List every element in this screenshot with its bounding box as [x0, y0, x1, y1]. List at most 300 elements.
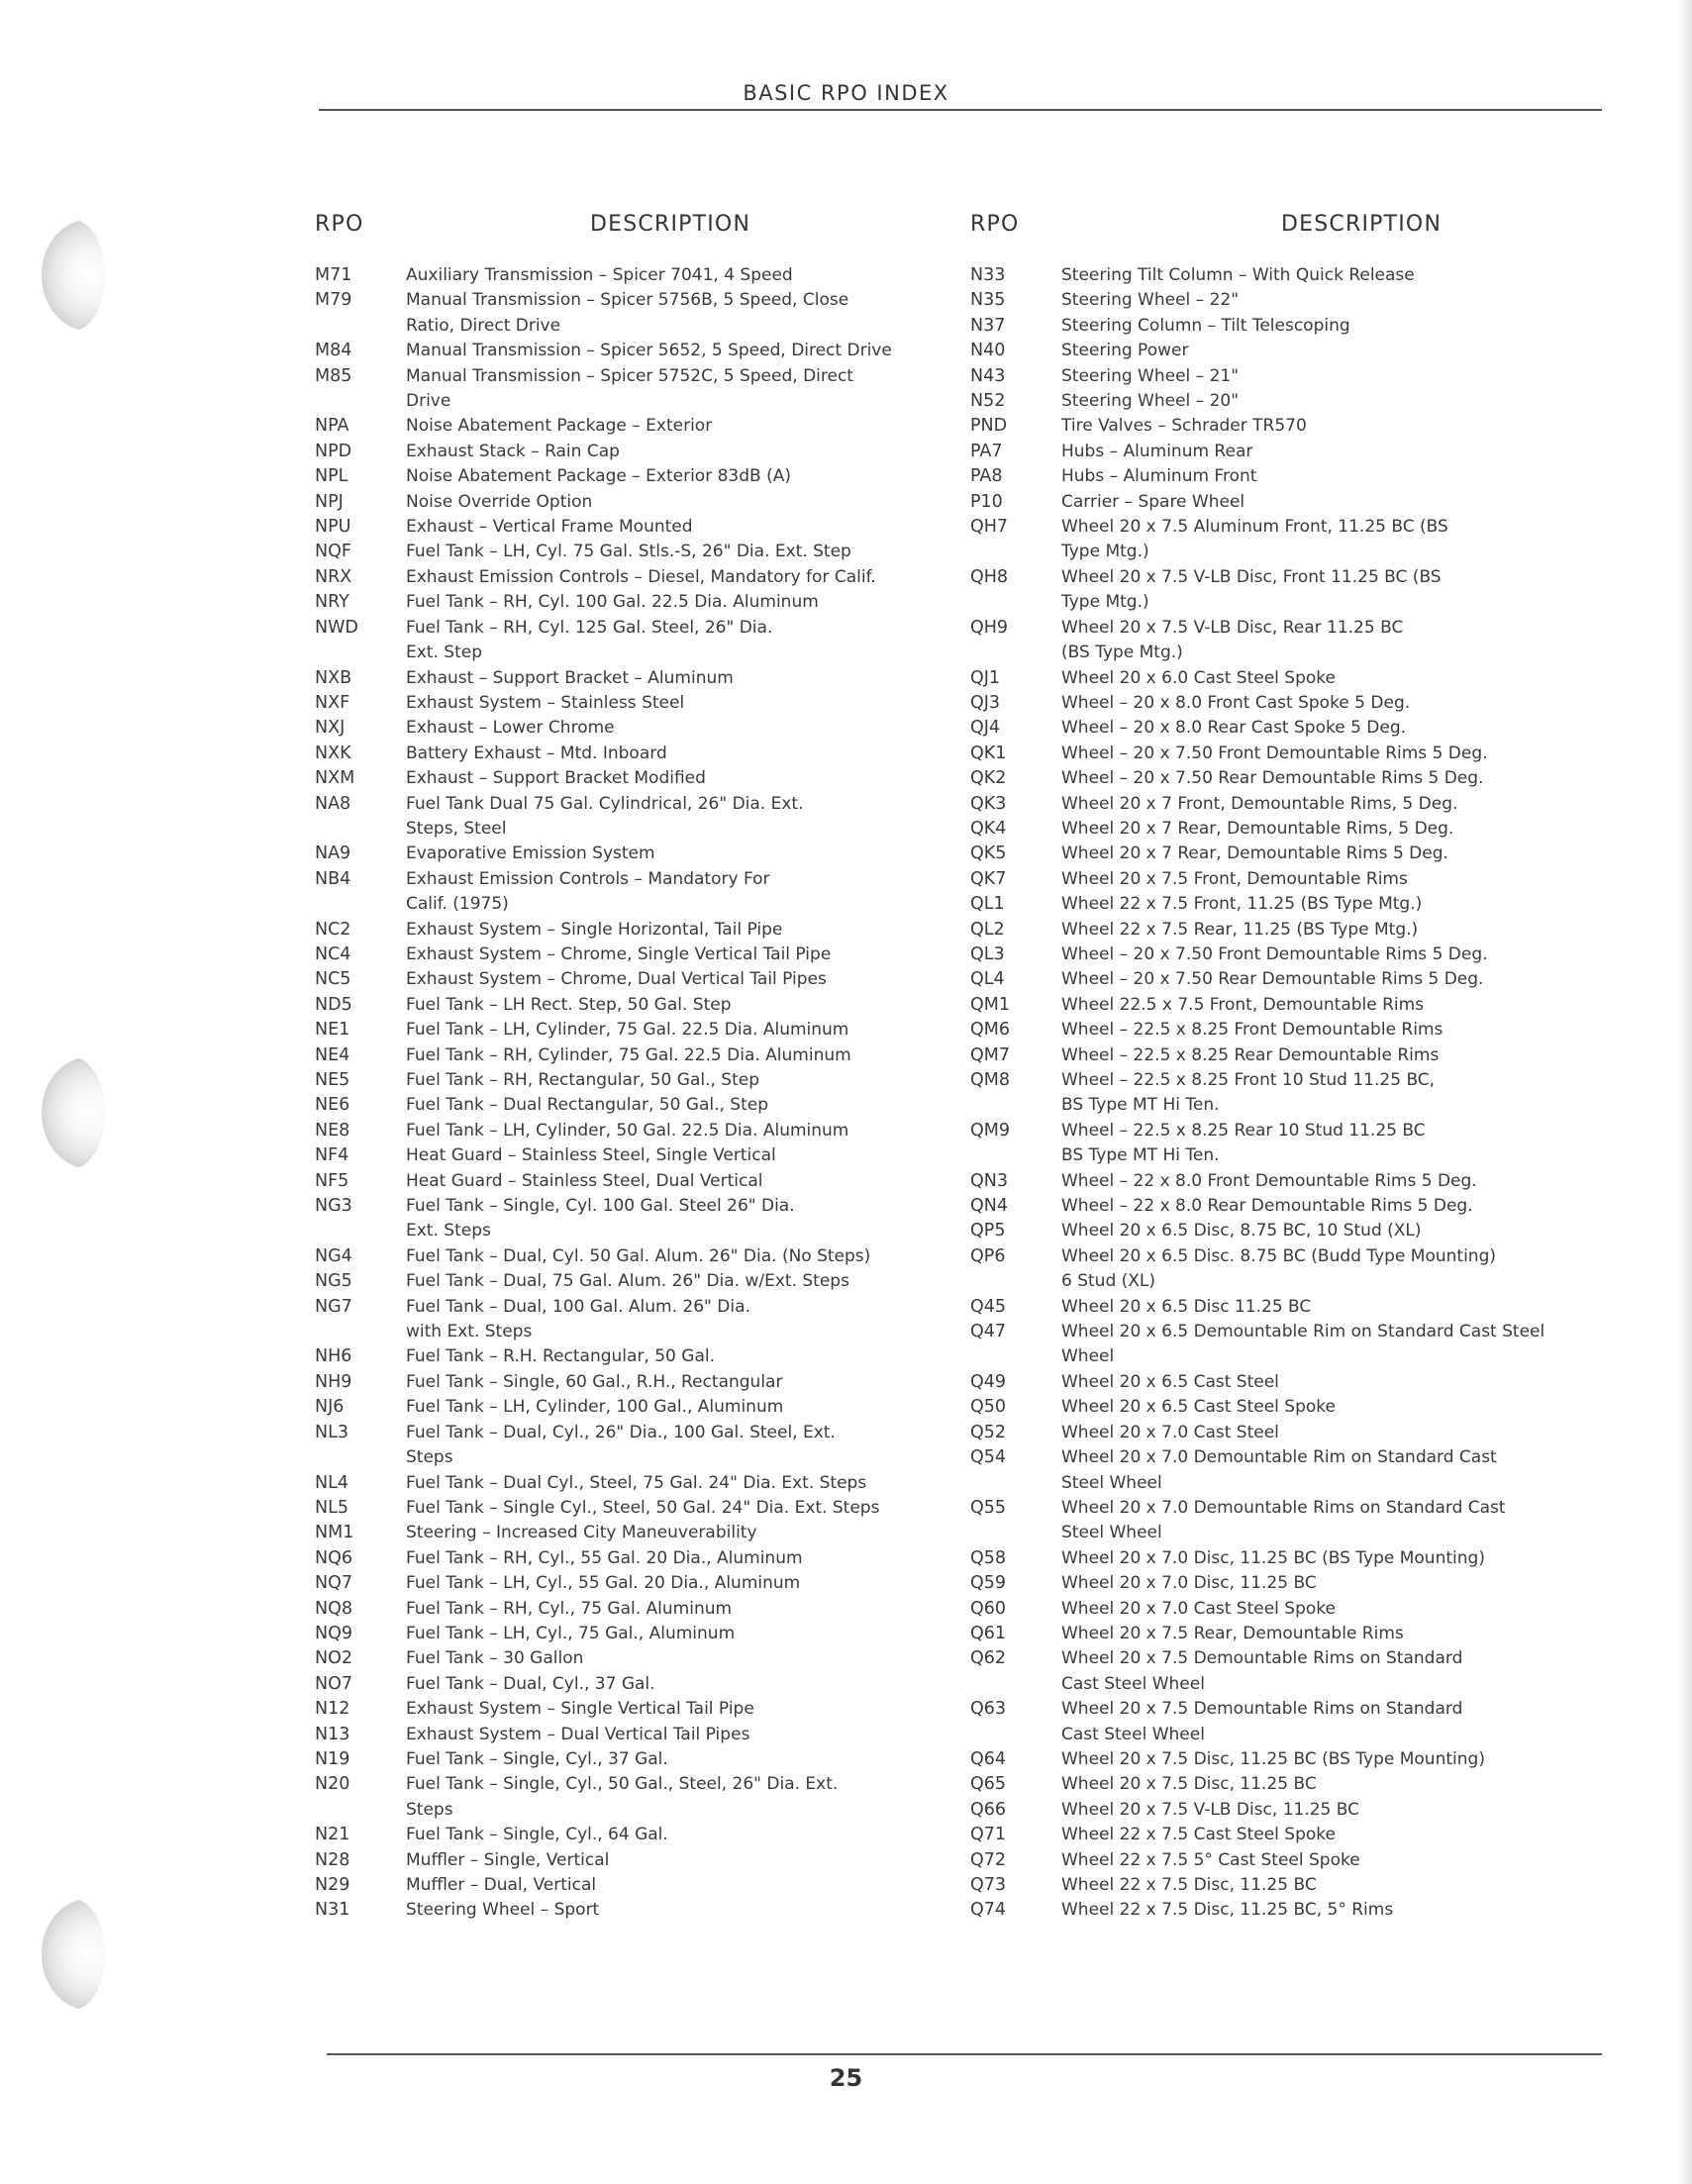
- rpo-entry: [970, 1747, 1544, 1772]
- rpo-code: NB4: [315, 868, 351, 889]
- rpo-code: NE5: [315, 1070, 350, 1090]
- rpo-code: NO7: [315, 1673, 352, 1694]
- rpo-code: QM9: [970, 1120, 1011, 1141]
- rpo-entry: [315, 842, 892, 866]
- rpo-entry: [315, 1143, 892, 1168]
- description-line: Ext. Step: [406, 643, 482, 663]
- rpo-entry: [315, 1823, 892, 1847]
- rpo-entry: [315, 515, 892, 540]
- rpo-code: QL2: [970, 919, 1005, 940]
- description-line: Fuel Tank – RH, Cyl. 100 Gal. 22.5 Dia. Aluminum: [406, 592, 819, 613]
- rpo-code: NQ7: [315, 1573, 352, 1594]
- rpo-description: [1061, 1068, 1435, 1119]
- rpo-entry: [315, 792, 892, 843]
- rpo-description: [1061, 515, 1448, 565]
- rpo-entry: [315, 766, 892, 791]
- description-line: Carrier – Spare Wheel: [1061, 491, 1245, 512]
- rpo-entry: [970, 1798, 1544, 1823]
- description-line: Fuel Tank – Single, Cyl., 64 Gal.: [406, 1825, 668, 1845]
- rpo-description: [406, 1471, 866, 1496]
- rpo-description: [1061, 1496, 1506, 1546]
- page-number: 25: [829, 2064, 863, 2092]
- rpo-code: NL4: [315, 1472, 348, 1493]
- rpo-entry: [970, 1823, 1544, 1847]
- description-line: Fuel Tank – Single Cyl., Steel, 50 Gal. 24" Dia. Ext. Steps: [406, 1497, 880, 1518]
- rpo-code: N35: [970, 290, 1006, 311]
- rpo-code: NC4: [315, 943, 351, 964]
- description-line: Exhaust System – Dual Vertical Tail Pipes: [406, 1724, 750, 1744]
- rpo-description: [406, 1622, 735, 1646]
- rpo-entry: [315, 716, 892, 741]
- rpo-code: NQ8: [315, 1598, 352, 1619]
- rpo-description: [1061, 1646, 1462, 1697]
- rpo-description: [406, 766, 706, 791]
- description-line: Exhaust System – Chrome, Dual Vertical Tail Pipes: [406, 969, 827, 990]
- description-line: Hubs – Aluminum Front: [1061, 466, 1257, 487]
- description-line: Noise Override Option: [406, 491, 593, 512]
- rpo-entry: [315, 1244, 892, 1269]
- description-line: Manual Transmission – Spicer 5756B, 5 Speed, Close: [406, 290, 849, 311]
- description-line: Exhaust – Support Bracket – Aluminum: [406, 667, 734, 688]
- rpo-description: [1061, 1043, 1439, 1068]
- rpo-code: QH8: [970, 566, 1009, 587]
- rpo-entry: [970, 1898, 1544, 1923]
- rpo-code: NXF: [315, 692, 350, 713]
- rpo-code: Q71: [970, 1825, 1007, 1845]
- description-line: Wheel – 22.5 x 8.25 Rear 10 Stud 11.25 BC: [1061, 1120, 1426, 1141]
- rpo-entry: [970, 1445, 1544, 1496]
- rpo-code: QP6: [970, 1245, 1006, 1266]
- rpo-entry: [970, 1597, 1544, 1622]
- rpo-entry: [315, 1344, 892, 1369]
- rpo-description: [406, 1068, 759, 1093]
- description-line: Exhaust – Support Bracket Modified: [406, 768, 706, 789]
- rpo-description: [1061, 389, 1239, 414]
- description-line: Fuel Tank – Dual, 100 Gal. Alum. 26" Dia.: [406, 1296, 750, 1317]
- right-rpo-list: [970, 263, 1544, 1924]
- binder-hole-middle: [42, 1057, 105, 1168]
- description-line: Ratio, Direct Drive: [406, 315, 561, 336]
- rpo-entry: [315, 1571, 892, 1596]
- description-line: with Ext. Steps: [406, 1322, 533, 1342]
- rpo-entry: [970, 1194, 1544, 1219]
- rpo-description: [406, 565, 876, 590]
- binder-hole-top: [42, 220, 105, 331]
- description-line: Steel Wheel: [1061, 1523, 1162, 1543]
- rpo-description: [406, 666, 734, 691]
- rpo-code: NE8: [315, 1120, 350, 1141]
- rpo-description: [406, 993, 732, 1018]
- rpo-description: [406, 1143, 776, 1168]
- description-line: Wheel 20 x 7.5 V-LB Disc, 11.25 BC: [1061, 1799, 1360, 1820]
- description-line: Calif. (1975): [406, 894, 509, 915]
- rpo-entry: [970, 464, 1544, 489]
- description-line: Battery Exhaust – Mtd. Inboard: [406, 743, 667, 763]
- rpo-entry: [315, 993, 892, 1018]
- rpo-entry: [970, 742, 1544, 766]
- right-description-heading: DESCRIPTION: [1281, 212, 1443, 237]
- rpo-code: N29: [315, 1875, 350, 1895]
- rpo-description: [1061, 314, 1350, 339]
- rpo-description: [1061, 1320, 1544, 1370]
- rpo-description: [406, 1571, 800, 1596]
- rpo-entry: [315, 1546, 892, 1571]
- rpo-entry: [315, 490, 892, 515]
- rpo-entry: [315, 1772, 892, 1823]
- rpo-code: NM1: [315, 1523, 354, 1543]
- description-line: Type Mtg.): [1061, 592, 1149, 613]
- rpo-description: [406, 464, 791, 489]
- description-line: Wheel 20 x 7 Rear, Demountable Rims, 5 Deg.: [1061, 818, 1454, 839]
- description-line: Exhaust Emission Controls – Mandatory For: [406, 868, 770, 889]
- rpo-description: [1061, 1445, 1497, 1496]
- rpo-entry: [315, 565, 892, 590]
- description-line: Wheel 22 x 7.5 Rear, 11.25 (BS Type Mtg.): [1061, 919, 1419, 940]
- description-line: Wheel – 22.5 x 8.25 Front 10 Stud 11.25 BC,: [1061, 1070, 1436, 1090]
- rpo-code: N52: [970, 391, 1006, 412]
- rpo-code: N37: [970, 315, 1006, 336]
- rpo-code: M79: [315, 290, 352, 311]
- rpo-code: Q59: [970, 1573, 1007, 1594]
- rpo-description: [1061, 1018, 1443, 1042]
- rpo-description: [1061, 1370, 1279, 1395]
- rpo-description: [406, 440, 620, 464]
- rpo-entry: [970, 993, 1544, 1018]
- rpo-code: QK1: [970, 743, 1007, 763]
- description-line: Fuel Tank – Dual, Cyl., 26" Dia., 100 Gal. Steel, Ext.: [406, 1422, 836, 1442]
- rpo-description: [406, 1496, 879, 1521]
- description-line: Exhaust Stack – Rain Cap: [406, 441, 620, 461]
- rpo-code: Q50: [970, 1397, 1007, 1418]
- rpo-description: [1061, 842, 1448, 866]
- rpo-entry: [970, 1119, 1544, 1169]
- rpo-code: NE1: [315, 1020, 350, 1041]
- rpo-code: PA8: [970, 466, 1003, 487]
- rpo-description: [406, 867, 770, 918]
- rpo-entry: [315, 540, 892, 564]
- rpo-code: QN3: [970, 1170, 1008, 1191]
- rpo-description: [406, 792, 804, 843]
- rpo-description: [1061, 1747, 1485, 1772]
- rpo-code: QK7: [970, 868, 1007, 889]
- description-line: Fuel Tank – LH, Cylinder, 75 Gal. 22.5 Dia. Aluminum: [406, 1020, 849, 1041]
- rpo-entry: [315, 1471, 892, 1496]
- rpo-code: N40: [970, 341, 1006, 361]
- description-line: BS Type MT Hi Ten.: [1061, 1095, 1220, 1116]
- rpo-code: NF4: [315, 1145, 349, 1166]
- description-line: Fuel Tank – Dual, 75 Gal. Alum. 26" Dia. w/Ext. Steps: [406, 1271, 849, 1292]
- rpo-description: [406, 1295, 750, 1345]
- description-line: Wheel 20 x 6.5 Disc, 8.75 BC, 10 Stud (XL): [1061, 1221, 1422, 1241]
- description-line: Wheel 20 x 6.5 Demountable Rim on Standard Cast Steel: [1061, 1322, 1545, 1342]
- description-line: Wheel – 22.5 x 8.25 Front Demountable Rims: [1061, 1020, 1443, 1041]
- rpo-entry: [315, 867, 892, 918]
- rpo-code: NRY: [315, 592, 349, 613]
- rpo-description: [406, 1898, 599, 1923]
- rpo-code: Q58: [970, 1547, 1007, 1568]
- rpo-code: Q45: [970, 1296, 1007, 1317]
- description-line: Wheel – 22 x 8.0 Rear Demountable Rims 5 Deg.: [1061, 1196, 1473, 1217]
- description-line: Ext. Steps: [406, 1221, 491, 1241]
- description-line: (BS Type Mtg.): [1061, 643, 1183, 663]
- rpo-entry: [970, 892, 1544, 917]
- rpo-description: [406, 1873, 596, 1898]
- rpo-description: [1061, 967, 1483, 992]
- rpo-description: [406, 263, 793, 288]
- rpo-code: QH9: [970, 617, 1009, 638]
- description-line: Steps: [406, 1799, 453, 1820]
- description-line: Steering Wheel – Sport: [406, 1900, 600, 1921]
- rpo-code: Q55: [970, 1497, 1007, 1518]
- description-line: Wheel 20 x 7.0 Disc, 11.25 BC: [1061, 1573, 1317, 1594]
- description-line: BS Type MT Hi Ten.: [1061, 1145, 1220, 1166]
- description-line: Wheel 20 x 7.5 V-LB Disc, Front 11.25 BC (BS: [1061, 566, 1442, 587]
- rpo-description: [406, 616, 772, 666]
- rpo-code: M85: [315, 365, 352, 386]
- description-line: Muffler – Dual, Vertical: [406, 1875, 597, 1895]
- description-line: Wheel 20 x 6.5 Disc. 8.75 BC (Budd Type Mounting): [1061, 1245, 1496, 1266]
- rpo-code: N31: [315, 1900, 350, 1921]
- rpo-description: [1061, 1597, 1336, 1622]
- rpo-description: [406, 1772, 838, 1823]
- rpo-description: [406, 1395, 783, 1420]
- description-line: Noise Abatement Package – Exterior: [406, 416, 713, 437]
- rpo-entry: [970, 1320, 1544, 1370]
- description-line: Wheel – 20 x 7.50 Rear Demountable Rims 5 Deg.: [1061, 969, 1484, 990]
- description-line: Wheel – 20 x 7.50 Front Demountable Rims 5 Deg.: [1061, 743, 1488, 763]
- rpo-code: NXM: [315, 768, 355, 789]
- rpo-code: QL4: [970, 969, 1005, 990]
- rpo-entry: [315, 1119, 892, 1143]
- description-line: Manual Transmission – Spicer 5752C, 5 Speed, Direct: [406, 365, 853, 386]
- rpo-entry: [970, 565, 1544, 616]
- rpo-code: M71: [315, 265, 352, 285]
- rpo-code: PA7: [970, 441, 1003, 461]
- rpo-entry: [970, 766, 1544, 791]
- rpo-description: [406, 490, 592, 515]
- rpo-code: Q52: [970, 1422, 1007, 1442]
- rpo-description: [406, 1421, 836, 1471]
- rpo-description: [1061, 1622, 1404, 1646]
- rpo-code: NG4: [315, 1245, 352, 1266]
- rpo-entry: [970, 716, 1544, 741]
- rpo-entry: [315, 263, 892, 288]
- description-line: Fuel Tank – RH, Rectangular, 50 Gal., Step: [406, 1070, 760, 1090]
- rpo-code: Q74: [970, 1900, 1007, 1921]
- rpo-entry: [315, 1672, 892, 1697]
- description-line: Wheel 20 x 7 Front, Demountable Rims, 5 Deg.: [1061, 793, 1458, 814]
- rpo-description: [1061, 691, 1410, 716]
- description-line: Wheel 22 x 7.5 Disc, 11.25 BC: [1061, 1875, 1317, 1895]
- rpo-description: [1061, 288, 1239, 313]
- rpo-code: Q66: [970, 1799, 1007, 1820]
- rpo-entry: [970, 1622, 1544, 1646]
- description-line: Fuel Tank Dual 75 Gal. Cylindrical, 26" Dia. Ext.: [406, 793, 804, 814]
- rpo-code: N43: [970, 365, 1006, 386]
- description-line: Fuel Tank – Single, 60 Gal., R.H., Rectangular: [406, 1371, 783, 1392]
- rpo-description: [406, 414, 712, 439]
- rpo-description: [406, 515, 693, 540]
- rpo-code: ND5: [315, 994, 352, 1015]
- description-line: Wheel 20 x 7.5 Disc, 11.25 BC (BS Type Mounting): [1061, 1748, 1485, 1769]
- rpo-code: Q72: [970, 1849, 1007, 1870]
- rpo-description: [1061, 339, 1188, 363]
- description-line: Fuel Tank – LH, Cyl., 75 Gal., Aluminum: [406, 1623, 736, 1643]
- rpo-description: [1061, 464, 1256, 489]
- rpo-description: [1061, 1295, 1311, 1320]
- rpo-entry: [970, 263, 1544, 288]
- rpo-code: NG5: [315, 1271, 352, 1292]
- description-line: Cast Steel Wheel: [1061, 1724, 1205, 1744]
- rpo-entry: [315, 1646, 892, 1671]
- rpo-code: NPD: [315, 441, 352, 461]
- rpo-description: [406, 1521, 757, 1545]
- description-line: Steps, Steel: [406, 818, 507, 839]
- rpo-code: NJ6: [315, 1397, 345, 1418]
- rpo-entry: [970, 1772, 1544, 1797]
- rpo-description: [406, 1119, 848, 1143]
- rpo-code: Q64: [970, 1748, 1007, 1769]
- rpo-code: NG3: [315, 1196, 352, 1217]
- rpo-code: NL3: [315, 1422, 348, 1442]
- rpo-description: [1061, 1219, 1422, 1243]
- rpo-entry: [315, 691, 892, 716]
- rpo-code: NWD: [315, 617, 358, 638]
- rpo-entry: [315, 1723, 892, 1747]
- description-line: Wheel 20 x 7.5 V-LB Disc, Rear 11.25 BC: [1061, 617, 1404, 638]
- rpo-entry: [970, 842, 1544, 866]
- description-line: Noise Abatement Package – Exterior 83dB (A): [406, 466, 791, 487]
- rpo-code: QK2: [970, 768, 1007, 789]
- rpo-code: N19: [315, 1748, 350, 1769]
- rpo-code: QJ3: [970, 692, 1001, 713]
- rpo-entry: [315, 1269, 892, 1294]
- description-line: Fuel Tank – Dual Cyl., Steel, 75 Gal. 24" Dia. Ext. Steps: [406, 1472, 867, 1493]
- rpo-code: Q49: [970, 1371, 1007, 1392]
- rpo-code: QL3: [970, 943, 1005, 964]
- rpo-entry: [970, 867, 1544, 892]
- rpo-description: [1061, 1169, 1477, 1194]
- description-line: Wheel – 20 x 7.50 Rear Demountable Rims 5 Deg.: [1061, 768, 1484, 789]
- rpo-description: [1061, 867, 1408, 892]
- rpo-description: [1061, 1244, 1496, 1295]
- rpo-entry: [970, 1697, 1544, 1747]
- rpo-entry: [970, 616, 1544, 666]
- rpo-entry: [315, 1018, 892, 1042]
- description-line: Wheel – 22 x 8.0 Front Demountable Rims 5 Deg.: [1061, 1170, 1477, 1191]
- rpo-description: [1061, 892, 1422, 917]
- rpo-code: NXK: [315, 743, 351, 763]
- rpo-entry: [970, 1848, 1544, 1873]
- rpo-description: [406, 288, 848, 339]
- rpo-entry: [315, 1873, 892, 1898]
- description-line: Steering Wheel – 22": [1061, 290, 1240, 311]
- rpo-code: QJ1: [970, 667, 1001, 688]
- rpo-code: NC5: [315, 969, 351, 990]
- description-line: Fuel Tank – LH, Cyl. 75 Gal. Stls.-S, 26" Dia. Ext. Step: [406, 542, 851, 562]
- rpo-description: [1061, 666, 1336, 691]
- rpo-description: [406, 691, 684, 716]
- rpo-entry: [970, 792, 1544, 817]
- description-line: Wheel – 20 x 8.0 Front Cast Spoke 5 Deg.: [1061, 692, 1411, 713]
- rpo-code: M84: [315, 341, 352, 361]
- rpo-entry: [315, 1597, 892, 1622]
- rpo-description: [1061, 742, 1488, 766]
- description-line: Steering Tilt Column – With Quick Release: [1061, 265, 1415, 285]
- rpo-entry: [970, 1068, 1544, 1119]
- description-line: Steering – Increased City Maneuverability: [406, 1523, 757, 1543]
- description-line: Exhaust System – Chrome, Single Vertical Tail Pipe: [406, 943, 832, 964]
- rpo-code: NL5: [315, 1497, 348, 1518]
- rpo-entry: [315, 1848, 892, 1873]
- rpo-description: [1061, 766, 1483, 791]
- rpo-entry: [315, 616, 892, 666]
- rpo-entry: [315, 918, 892, 943]
- rpo-entry: [970, 1018, 1544, 1042]
- rpo-code: P10: [970, 491, 1003, 512]
- rpo-description: [406, 1169, 763, 1194]
- description-line: Steps: [406, 1447, 453, 1468]
- rpo-entry: [970, 1546, 1544, 1571]
- rpo-description: [406, 1043, 851, 1068]
- rpo-entry: [970, 1496, 1544, 1546]
- rpo-code: Q65: [970, 1774, 1007, 1795]
- rpo-description: [406, 1546, 803, 1571]
- rpo-description: [1061, 1571, 1317, 1596]
- rpo-description: [406, 943, 831, 967]
- rpo-entry: [970, 364, 1544, 389]
- description-line: Fuel Tank – RH, Cyl. 125 Gal. Steel, 26" Dia.: [406, 617, 773, 638]
- description-line: Fuel Tank – RH, Cyl., 55 Gal. 20 Dia., Aluminum: [406, 1547, 803, 1568]
- rpo-description: [1061, 817, 1453, 842]
- rpo-code: NE6: [315, 1095, 350, 1116]
- rpo-entry: [970, 1873, 1544, 1898]
- rpo-description: [1061, 1395, 1336, 1420]
- rpo-code: Q47: [970, 1322, 1007, 1342]
- description-line: 6 Stud (XL): [1061, 1271, 1156, 1292]
- rpo-description: [406, 842, 655, 866]
- rpo-entry: [970, 817, 1544, 842]
- description-line: Wheel – 22.5 x 8.25 Rear Demountable Rims: [1061, 1044, 1440, 1065]
- rpo-code: N12: [315, 1699, 350, 1720]
- rpo-entry: [970, 1646, 1544, 1697]
- description-line: Wheel 22 x 7.5 Disc, 11.25 BC, 5° Rims: [1061, 1900, 1394, 1921]
- rpo-entry: [315, 1295, 892, 1345]
- description-line: Steering Column – Tilt Telescoping: [1061, 315, 1350, 336]
- rpo-code: QK3: [970, 793, 1007, 814]
- rpo-code: NO2: [315, 1648, 352, 1669]
- rpo-entry: [970, 666, 1544, 691]
- rpo-entry: [970, 339, 1544, 363]
- rpo-code: QM6: [970, 1020, 1011, 1041]
- description-line: Fuel Tank – LH Rect. Step, 50 Gal. Step: [406, 994, 732, 1015]
- rpo-code: N21: [315, 1825, 350, 1845]
- rpo-code: QM7: [970, 1044, 1011, 1065]
- header-rule: [319, 109, 1602, 111]
- rpo-code: NQ6: [315, 1547, 352, 1568]
- description-line: Wheel 20 x 7.0 Cast Steel Spoke: [1061, 1598, 1336, 1619]
- rpo-code: Q54: [970, 1447, 1007, 1468]
- rpo-entry: [970, 1571, 1544, 1596]
- rpo-description: [1061, 263, 1415, 288]
- rpo-code: N28: [315, 1849, 350, 1870]
- description-line: Evaporative Emission System: [406, 844, 655, 864]
- rpo-description: [1061, 1798, 1359, 1823]
- binder-hole-bottom: [42, 1899, 105, 2010]
- rpo-code: QM8: [970, 1070, 1011, 1090]
- rpo-entry: [315, 1068, 892, 1093]
- rpo-description: [406, 1344, 715, 1369]
